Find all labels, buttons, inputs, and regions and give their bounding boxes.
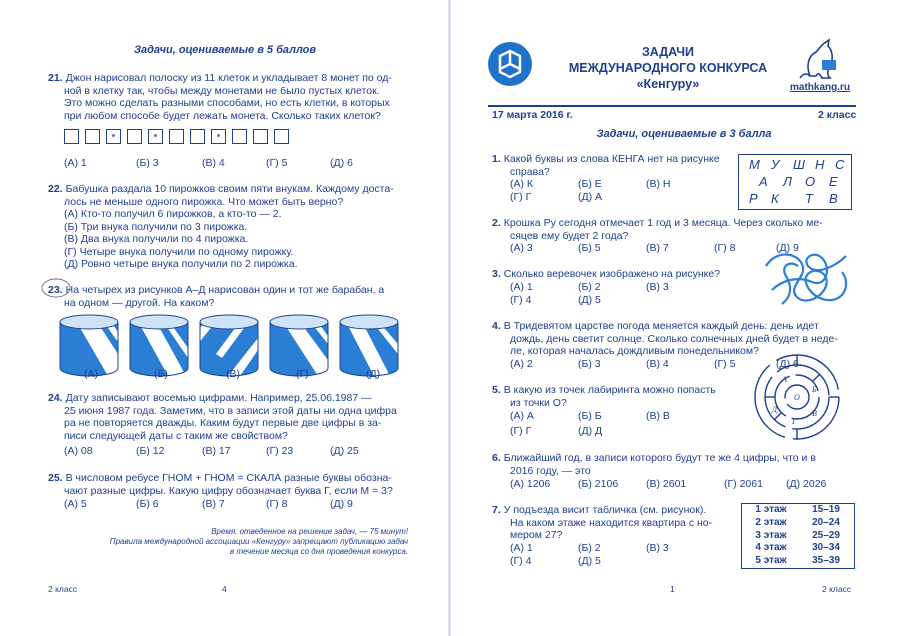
- labyrinth-figure: [752, 352, 842, 442]
- problem-text: Какой буквы из слова КЕНГА нет на рисунке: [503, 153, 720, 165]
- strip-cell: [253, 129, 268, 144]
- answer-option: (Б) 2106: [578, 478, 619, 490]
- problem-6: [492, 452, 816, 477]
- answer-option: (А) 5: [64, 498, 87, 510]
- problem-text: при любом способе будет лежать монета. Сколько таких клеток?: [64, 109, 381, 122]
- figure-letter: Е: [829, 174, 838, 189]
- answer-option: (В) 7: [646, 242, 669, 254]
- problem-number: 23.: [48, 284, 63, 296]
- problem-text: ра не повторяется дважды. Каким будут первые две цифры в за-: [64, 417, 382, 429]
- figure-letter: Л: [783, 174, 792, 189]
- answer-options-2: [510, 242, 799, 255]
- problem-24: [48, 392, 397, 442]
- footer-page-number-right: 1: [670, 584, 675, 594]
- problem-text: чают разные цифры. Какую цифру обозначает буква Г, если М = 3?: [64, 484, 393, 497]
- problem-text: Ближайший год, в записи которого будут те же 4 цифры, что и в: [503, 452, 816, 464]
- answer-option: (В) Н: [646, 178, 671, 190]
- floor-label: 3 этаж: [755, 529, 787, 541]
- answer-option: (А) К: [510, 178, 534, 190]
- figure-letter: Т: [805, 191, 813, 206]
- answer-options-6: [510, 478, 826, 491]
- footnote-line: в течение месяца со дня проведения конкурса.: [229, 547, 408, 556]
- answer-options-21: [64, 157, 353, 170]
- apartment-range: 20–24: [812, 516, 840, 528]
- problem-5: [492, 384, 716, 409]
- problem-text: сяцев ему будет 2 года?: [510, 229, 629, 242]
- answer-option: (В) 4: [646, 358, 669, 370]
- problem-text: В числовом ребусе ГНОМ + ГНОМ = СКАЛА разные буквы обозна-: [65, 472, 392, 484]
- problem-text: Сколько веревочек изображено на рисунке?: [503, 268, 721, 280]
- answer-option: (Б) 12: [136, 445, 165, 457]
- problem-text: из точки O?: [510, 396, 567, 409]
- answer-option: (Д) 6: [330, 157, 353, 169]
- strip-cell: [148, 129, 163, 144]
- problem-text: Это можно сделать разными способами, но есть клетки, в которых: [64, 97, 390, 109]
- drum-b: [130, 314, 188, 376]
- pencil-circle-mark: [40, 276, 74, 300]
- answer-option: (Д) 5: [578, 294, 601, 306]
- problem-text: Джон нарисовал полоску из 11 клеток и укладывает 8 монет по од-: [65, 72, 392, 84]
- strip-cell: [127, 129, 142, 144]
- answer-option: (Д) 5: [578, 555, 601, 567]
- problem-3: [492, 268, 720, 281]
- figure-letter: Р: [749, 191, 758, 206]
- figure-letter: А: [759, 174, 768, 189]
- figure-letter: О: [805, 174, 816, 189]
- right-section-title: Задачи, оцениваемые в 3 балла: [596, 128, 772, 140]
- problem-text: 25 июня 1987 года. Заметим, что в записи этой даты ни одна цифра: [64, 404, 397, 417]
- site-link[interactable]: mathkang.ru: [790, 82, 851, 93]
- answer-option: (Д) Д: [578, 425, 603, 437]
- answer-option: (В) В: [646, 410, 670, 422]
- answer-option: (В) 2601: [646, 478, 687, 490]
- answer-option: (А) 1: [510, 542, 533, 554]
- answer-option: (А) 1206: [510, 478, 551, 490]
- drum-c: [198, 314, 258, 376]
- floor-label: 1 этаж: [755, 504, 787, 515]
- strip-cell: [64, 129, 79, 144]
- answer-option: (Г) 8: [714, 242, 736, 254]
- rules-footnote: [96, 527, 408, 557]
- answer-option: (Б) 3: [136, 157, 159, 169]
- floor-row: [742, 542, 854, 555]
- apartment-range: 35–39: [812, 555, 840, 567]
- answer-options-3b: [510, 294, 601, 307]
- figure-letter: М: [749, 157, 760, 172]
- problem-text: справа?: [510, 165, 550, 178]
- answer-option: (Д) 2026: [786, 478, 827, 490]
- problem-number: 25.: [48, 472, 63, 484]
- answer-options-25: [64, 498, 353, 511]
- title-line: ЗАДАЧИ: [641, 45, 695, 59]
- answer-option: (В) 4: [202, 157, 225, 169]
- problem-text: На четырех из рисунков А–Д нарисован один и тот же барабан, а: [65, 284, 385, 296]
- answer-option: (А) Кто-то получил 6 пирожков, а кто-то — 2.: [64, 208, 282, 220]
- answer-option: (Г) Г: [510, 425, 532, 437]
- floor-row: [742, 530, 854, 543]
- answer-option: (Б) Е: [578, 178, 602, 190]
- answer-option: (Г) 23: [266, 445, 294, 457]
- strip-cell: [274, 129, 289, 144]
- problem-number: 3.: [492, 268, 501, 280]
- answer-options-24: [64, 445, 359, 458]
- answer-options-1a: [510, 178, 671, 191]
- problem-1: [492, 153, 720, 178]
- problem-number: 21.: [48, 72, 63, 84]
- left-section-title: Задачи, оцениваемые в 5 баллов: [133, 44, 317, 56]
- answer-option: (Д) А: [578, 191, 603, 203]
- answer-option: (Г) Г: [510, 191, 532, 203]
- answer-option: (Б) 3: [578, 358, 601, 370]
- figure-letter: У: [771, 157, 780, 172]
- drum-label: (А): [84, 368, 98, 380]
- problem-number: 2.: [492, 217, 501, 229]
- problem-number: 24.: [48, 392, 63, 404]
- problem-2: [492, 217, 823, 242]
- problem-22: [48, 183, 394, 271]
- figure-letter: Н: [815, 157, 825, 172]
- answer-option: (А) 1: [510, 281, 533, 293]
- answer-option: (Д) 9: [330, 498, 353, 510]
- problem-25: [48, 472, 393, 497]
- strip-cell: [169, 129, 184, 144]
- problem-number: 1.: [492, 153, 501, 165]
- footer-grade-left: 2 класс: [48, 584, 78, 594]
- problem-text: ной в клетку так, чтобы между монетами не было пустых клеток.: [64, 84, 380, 97]
- drum-label: (В): [226, 368, 240, 380]
- answer-option: (А) 3: [510, 242, 533, 254]
- answer-option: (Б) Три внука получили по 3 пирожка.: [64, 220, 248, 233]
- answer-option: (Г) 4: [510, 555, 532, 567]
- problem-text: на одном — другой. На каком?: [64, 296, 215, 309]
- answer-options-3a: [510, 281, 669, 294]
- ropes-figure: [762, 246, 852, 310]
- drum-e: [340, 314, 398, 376]
- problem-text: ле, которая началась дождливым понедельником?: [510, 345, 759, 357]
- problem-text: дождь, день светит солнце. Сколько солнечных дней будет в неде-: [510, 332, 838, 345]
- drum-d: [270, 314, 328, 376]
- figure-letter: Ш: [793, 157, 805, 172]
- strip-cell: [211, 129, 226, 144]
- problem-number: 7.: [492, 504, 501, 516]
- problem-text: Дату записывают восемью цифрами. Например, 25.06.1987 —: [65, 392, 372, 404]
- drum-label: (Б): [154, 368, 168, 380]
- problem-text: 2016 году, — это: [510, 464, 591, 477]
- problem-7: [492, 504, 712, 542]
- problem-number: 4.: [492, 320, 501, 332]
- drum-label: (Г): [296, 368, 309, 380]
- svg-text:А: А: [782, 375, 787, 384]
- problem-text: Крошка Ру сегодня отмечает 1 год и 3 месяца. Через сколько ме-: [503, 217, 823, 229]
- apartment-range: 15–19: [812, 504, 840, 515]
- title-line: МЕЖДУНАРОДНОГО КОНКУРСА: [568, 61, 768, 75]
- svg-text:O: O: [794, 393, 800, 402]
- footer-grade-right: 2 класс: [822, 584, 852, 594]
- answer-options-7a: [510, 542, 669, 555]
- grade-label: 2 класс: [818, 109, 857, 121]
- svg-text:В: В: [812, 409, 817, 418]
- answer-option: (В) 17: [202, 445, 231, 457]
- header-divider: [488, 105, 856, 107]
- answer-option: (Б) 5: [578, 242, 601, 254]
- answer-option: (Б) 2: [578, 542, 601, 554]
- kangaroo-icon: [796, 38, 846, 80]
- svg-text:Д: Д: [772, 405, 778, 414]
- floor-label: 2 этаж: [755, 516, 787, 528]
- answer-option: (В) 3: [646, 542, 669, 554]
- problem-text: У подъезда висит табличка (см. рисунок).: [503, 504, 707, 516]
- problem-text: мером 27?: [510, 529, 563, 541]
- answer-option: (А) А: [510, 410, 534, 422]
- strip-cell: [232, 129, 247, 144]
- answer-option: (А) 08: [64, 445, 93, 457]
- answer-options-7b: [510, 555, 601, 568]
- strip-cell: [85, 129, 100, 144]
- problem-number: 6.: [492, 452, 501, 464]
- answer-option: (А) 1: [64, 157, 87, 169]
- answer-option: (Г) 5: [714, 358, 736, 370]
- floor-row: [742, 555, 854, 568]
- answer-option: (Д) 6: [776, 358, 799, 370]
- problem-number: 22.: [48, 183, 63, 195]
- answer-option: (Б) 2: [578, 281, 601, 293]
- figure-letter: В: [829, 191, 838, 206]
- figure-letter: С: [835, 157, 845, 172]
- contest-title: [548, 44, 788, 92]
- answer-option: (Г) Четыре внука получили по одному пирожку.: [64, 245, 294, 258]
- footer-page-number-left: 4: [222, 584, 227, 594]
- problem-text: На каком этаже находится квартира с но-: [510, 516, 713, 529]
- apartment-range: 25–29: [812, 529, 840, 541]
- kangaroo-logo: [488, 42, 532, 86]
- eleven-cell-strip: [64, 129, 295, 144]
- floor-row: [742, 517, 854, 530]
- drum-a: [60, 314, 118, 376]
- contest-date: 17 марта 2016 г.: [492, 109, 573, 121]
- answer-option: (Д) Ровно четыре внука получили по 2 пирожка.: [64, 258, 298, 270]
- floor-label: 4 этаж: [755, 542, 787, 554]
- problem-text: писи следующей даты с таким же свойством?: [64, 429, 288, 442]
- footnote-line: Время, отведенное на решение задач, — 75 минут!: [211, 527, 408, 536]
- answer-option: (А) 2: [510, 358, 533, 370]
- answer-option: (Д) 9: [776, 242, 799, 254]
- footnote-line: Правила международной ассоциации «Кенгуру» запрещают публикацию задач: [109, 537, 408, 546]
- answer-option: (В) 7: [202, 498, 225, 510]
- answer-options-5a: [510, 410, 670, 423]
- problem-text: В какую из точек лабиринта можно попасть: [503, 384, 716, 396]
- figure-letter: К: [771, 191, 779, 206]
- answer-option: (Б) Б: [578, 410, 602, 422]
- answer-option: (Д) 25: [330, 445, 359, 457]
- answer-option: (В) Два внука получили по 4 пирожка.: [64, 233, 249, 245]
- answer-option: (В) 3: [646, 281, 669, 293]
- letters-figure: [738, 154, 852, 210]
- answer-option: (Г) 4: [510, 294, 532, 306]
- problem-21: [48, 72, 392, 122]
- floor-label: 5 этаж: [755, 555, 787, 567]
- floor-row: [742, 504, 854, 517]
- strip-cell: [190, 129, 205, 144]
- apartment-range: 30–34: [812, 542, 840, 554]
- problem-text: Бабушка раздала 10 пирожков своим пяти внукам. Каждому доста-: [65, 183, 394, 195]
- problem-text: В Тридевятом царстве погода меняется каждый день: день идет: [503, 320, 819, 332]
- title-line: «Кенгуру»: [636, 77, 700, 91]
- svg-text:Г: Г: [792, 417, 797, 426]
- problem-text: лось не меньше одного пирожка. Что может быть верно?: [64, 195, 344, 208]
- problem-23: [48, 284, 384, 309]
- answer-option: (Г) 5: [266, 157, 288, 169]
- problem-number: 5.: [492, 384, 501, 396]
- strip-cell: [106, 129, 121, 144]
- answer-options-1b: [510, 191, 602, 204]
- answer-option: (Г) 2061: [724, 478, 763, 490]
- drum-label: (Д): [366, 368, 381, 380]
- answer-options-5b: [510, 425, 602, 438]
- floor-plate: [741, 503, 855, 569]
- svg-text:Б: Б: [812, 385, 817, 394]
- page-gutter: [448, 0, 451, 636]
- answer-option: (Г) 8: [266, 498, 288, 510]
- answer-option: (Б) 6: [136, 498, 159, 510]
